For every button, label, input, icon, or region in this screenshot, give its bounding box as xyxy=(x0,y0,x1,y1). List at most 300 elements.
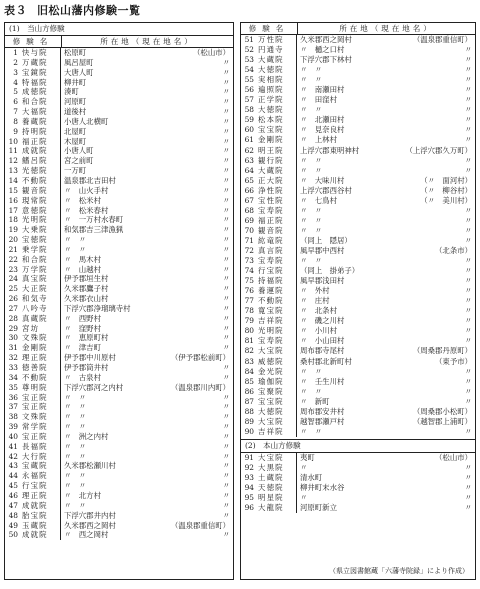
row-number: 80 xyxy=(244,326,254,336)
current-location: 〃 xyxy=(222,530,230,540)
current-location: 〃 xyxy=(222,431,230,441)
table-row xyxy=(241,336,475,346)
location xyxy=(61,314,233,324)
table-row xyxy=(5,343,233,353)
current-location: 〃 xyxy=(222,264,230,274)
row-number: 31 xyxy=(8,343,18,353)
row-number: 57 xyxy=(244,95,254,105)
row-number: 91 xyxy=(244,452,254,462)
current-location: 〃 xyxy=(222,481,230,491)
current-location: 〃 xyxy=(464,95,472,105)
table-row xyxy=(241,45,475,55)
table-row xyxy=(5,225,233,235)
row-number: 48 xyxy=(8,510,18,520)
row-number: 18 xyxy=(8,215,18,225)
table-row xyxy=(241,286,475,296)
location-text: 〃 津吉町 xyxy=(64,343,101,353)
shugen-name: 和気寺 xyxy=(20,294,61,304)
location-text: 〃 〃 xyxy=(300,205,323,215)
table-row xyxy=(241,493,475,503)
location-text: 〃 〃 xyxy=(64,244,87,254)
location-text: 〃 〃 xyxy=(300,256,323,266)
shugen-name: 現常院 xyxy=(20,196,61,206)
shugen-name: 鰭呂院 xyxy=(20,156,61,166)
shugen-name: 意徳院 xyxy=(20,206,61,216)
location-text: 〃 庄村 xyxy=(300,296,330,306)
shugen-name: 実相院 xyxy=(256,75,297,85)
table-row xyxy=(5,481,233,491)
shugen-name: 宝徳院 xyxy=(20,235,61,245)
location-text: 小唐人北横町 xyxy=(64,116,109,126)
current-location: 〃 xyxy=(222,116,230,126)
shugen-name: 観音院 xyxy=(256,226,297,236)
row-number: 82 xyxy=(244,346,254,356)
row-number: 6 xyxy=(13,97,18,107)
table-number: 表３ xyxy=(4,4,27,17)
shugen-name: 大蔵院 xyxy=(256,166,297,176)
section-title-2: (2) 本山方修験 xyxy=(241,440,475,453)
location-text: 久米郡鷹子村 xyxy=(64,284,109,294)
location xyxy=(61,294,233,304)
location xyxy=(61,383,233,393)
row-number: 68 xyxy=(244,205,254,215)
row-number: 79 xyxy=(244,316,254,326)
table-row xyxy=(241,65,475,75)
current-location: 〃 xyxy=(464,65,472,75)
location-text: 〃 〃 xyxy=(64,441,87,451)
current-location: 〃 xyxy=(222,225,230,235)
location xyxy=(297,216,475,226)
table-row xyxy=(5,324,233,334)
location-text: 〃 磯之川村 xyxy=(300,316,345,326)
location-text: 〃 〃 xyxy=(300,75,323,85)
shugen-name: 不動院 xyxy=(20,373,61,383)
table-row xyxy=(241,306,475,316)
shugen-name: 成徳院 xyxy=(20,87,61,97)
current-location: 〃 xyxy=(222,313,230,323)
row-number: 64 xyxy=(244,165,254,175)
shugen-name: 瑜伽院 xyxy=(256,377,297,387)
location-text: 〃 一万村水春町 xyxy=(64,215,124,225)
current-location: 〃 xyxy=(464,336,472,346)
location-text: 〃 〃 xyxy=(64,235,87,245)
location-text: 一万町 xyxy=(64,166,87,176)
location-text: 木屋町 xyxy=(64,136,87,146)
current-location: 〃 xyxy=(222,146,230,156)
table-row xyxy=(5,314,233,324)
shugen-name: 永福院 xyxy=(20,471,61,481)
current-location: 〃 xyxy=(222,500,230,510)
current-location: （〃 美川村） xyxy=(420,195,472,205)
row-number: 42 xyxy=(8,451,18,461)
shugen-name: 宝聚院 xyxy=(256,387,297,397)
current-location: 〃 xyxy=(464,125,472,135)
current-location: 〃 xyxy=(222,244,230,254)
location xyxy=(61,373,233,383)
row-number: 87 xyxy=(244,396,254,406)
row-number: 45 xyxy=(8,481,18,491)
row-number: 73 xyxy=(244,256,254,266)
location xyxy=(297,336,475,346)
location-text: 〃 小山田村 xyxy=(300,336,345,346)
location-text: 松原町 xyxy=(64,48,87,57)
shugen-name: 文殊院 xyxy=(20,333,61,343)
location-text: 〃 樋之口村 xyxy=(300,45,345,55)
current-location: 〃 xyxy=(464,85,472,95)
current-location: 〃 xyxy=(464,235,472,245)
location-text: 下浮穴郡井内村 xyxy=(64,510,116,520)
shugen-name: 大行院 xyxy=(20,452,61,462)
table-row xyxy=(5,68,233,78)
table-row xyxy=(241,166,475,176)
location xyxy=(61,393,233,403)
row-number: 51 xyxy=(244,35,254,44)
location xyxy=(297,35,475,45)
location xyxy=(61,78,233,88)
location xyxy=(297,326,475,336)
current-location: 〃 xyxy=(464,386,472,396)
location xyxy=(61,48,233,58)
row-number: 52 xyxy=(244,45,254,55)
location xyxy=(61,324,233,334)
current-location: 〃 xyxy=(464,75,472,85)
row-number: 14 xyxy=(8,175,18,185)
current-location: 〃 xyxy=(222,156,230,166)
table-row xyxy=(241,377,475,387)
right-rows-section2 xyxy=(241,453,475,513)
location-text: 〃 七鳥村 xyxy=(300,195,337,205)
location-text: 和気郡吉三津漁猟 xyxy=(64,225,124,235)
current-location: 〃 xyxy=(464,205,472,215)
location xyxy=(297,135,475,145)
shugen-name: 大乗院 xyxy=(20,225,61,235)
row-number: 38 xyxy=(8,412,18,422)
location xyxy=(297,417,475,427)
location xyxy=(61,196,233,206)
current-location: 〃 xyxy=(464,45,472,55)
table-row xyxy=(241,226,475,236)
current-location: 〃 xyxy=(222,392,230,402)
section-title-1: (1) 当山方修験 xyxy=(5,23,233,36)
row-number: 20 xyxy=(8,235,18,245)
row-number: 88 xyxy=(244,406,254,416)
location xyxy=(61,255,233,265)
location-text: 清水町 xyxy=(300,472,323,482)
location xyxy=(61,166,233,176)
table-row xyxy=(5,107,233,117)
location-text: 〃 南瀬田村 xyxy=(300,85,345,95)
current-location: 〃 xyxy=(464,286,472,296)
table-row xyxy=(241,236,475,246)
location-text: 〃 〃 xyxy=(300,225,323,235)
location xyxy=(297,85,475,95)
shugen-name: 金剛院 xyxy=(256,135,297,145)
table-row xyxy=(5,383,233,393)
location xyxy=(61,235,233,245)
location xyxy=(61,353,233,363)
location xyxy=(61,245,233,255)
table-row xyxy=(241,397,475,407)
table-row xyxy=(5,501,233,511)
row-number: 58 xyxy=(244,105,254,115)
row-number: 94 xyxy=(244,483,254,493)
location-text: 〃 〃 xyxy=(300,366,323,376)
shugen-name: 不動院 xyxy=(20,176,61,186)
current-location: （周桑郡丹原町） xyxy=(412,346,472,356)
table-row xyxy=(5,491,233,501)
row-number: 15 xyxy=(8,185,18,195)
table-row xyxy=(5,196,233,206)
table-row xyxy=(241,125,475,135)
current-location: 〃 xyxy=(222,77,230,87)
location xyxy=(297,115,475,125)
current-location: 〃 xyxy=(222,195,230,205)
current-location: 〃 xyxy=(464,225,472,235)
current-location: 〃 xyxy=(464,426,472,436)
table-row xyxy=(241,156,475,166)
row-number: 3 xyxy=(13,67,18,77)
location-text: 伊予郡垣生村 xyxy=(64,274,109,284)
current-location: 〃 xyxy=(222,254,230,264)
location xyxy=(297,367,475,377)
table-row xyxy=(5,176,233,186)
shugen-name: 大宝院 xyxy=(256,346,297,356)
shugen-name: 遍照院 xyxy=(256,85,297,95)
table-row xyxy=(241,146,475,156)
table-row xyxy=(241,276,475,286)
header-name: 修験名 xyxy=(241,23,298,34)
location-text: 〃 小川村 xyxy=(300,326,337,336)
location-text: 伊予郡中川原村 xyxy=(64,353,116,363)
table-row xyxy=(241,427,475,437)
location-text: 久米郡西之岡村 xyxy=(300,35,352,44)
shugen-name: 理正院 xyxy=(20,353,61,363)
row-number: 37 xyxy=(8,402,18,412)
table-row xyxy=(241,473,475,483)
location-text: 〃 〃 xyxy=(64,471,87,481)
location-text: 〃 古泉村 xyxy=(64,372,101,382)
current-location: 〃 xyxy=(464,366,472,376)
location-text: 湊町 xyxy=(64,87,79,97)
location-text: （同上 掛弟子） xyxy=(300,266,360,276)
location-text: 風早郡中西村 xyxy=(300,245,345,255)
table-row xyxy=(5,265,233,275)
location-text: 〃 西之岡村 xyxy=(64,530,109,540)
table-row xyxy=(5,471,233,481)
current-location: 〃 xyxy=(222,372,230,382)
location xyxy=(61,186,233,196)
table-row xyxy=(5,58,233,68)
shugen-name: 和合院 xyxy=(20,255,61,265)
row-number: 54 xyxy=(244,65,254,75)
table-row xyxy=(5,97,233,107)
location xyxy=(297,286,475,296)
location-text: 久米郡衣山村 xyxy=(64,294,109,304)
current-location: 〃 xyxy=(222,303,230,313)
location xyxy=(297,236,475,246)
location xyxy=(61,127,233,137)
location-text: 〃 上林村 xyxy=(300,135,337,145)
location-text: 〃 〃 xyxy=(300,155,323,165)
source-note: （県立図書館蔵「六藩寺院録」により作成） xyxy=(329,567,469,575)
row-number: 43 xyxy=(8,461,18,471)
shugen-name: 万性院 xyxy=(256,35,297,45)
shugen-name: 大宝院 xyxy=(256,453,297,463)
row-number: 40 xyxy=(8,431,18,441)
row-number: 32 xyxy=(8,353,18,363)
table-row xyxy=(241,453,475,463)
location-text: 〃 田窪村 xyxy=(300,95,337,105)
location xyxy=(61,461,233,471)
table-row xyxy=(241,196,475,206)
shugen-name: 大徳院 xyxy=(256,105,297,115)
table-header xyxy=(5,36,233,48)
table-row xyxy=(241,85,475,95)
location-text: 〃 xyxy=(300,462,308,472)
row-number: 47 xyxy=(8,500,18,510)
table-row xyxy=(5,402,233,412)
current-location: 〃 xyxy=(222,363,230,372)
shugen-name: 正大院 xyxy=(256,176,297,186)
row-number: 85 xyxy=(244,376,254,386)
shugen-name: 成就院 xyxy=(20,146,61,156)
shugen-name: 宝蔵院 xyxy=(20,461,61,471)
location xyxy=(61,452,233,462)
location xyxy=(297,75,475,85)
table-row xyxy=(241,186,475,196)
location-text: 〃 〃 xyxy=(300,426,323,436)
current-location: 〃 xyxy=(464,215,472,225)
location-text: （同上 隠居） xyxy=(300,235,352,245)
location xyxy=(297,453,475,463)
table-row xyxy=(5,393,233,403)
location-text: 久米郡松瀬川村 xyxy=(64,461,116,471)
location xyxy=(61,363,233,373)
location-text: 〃 外村 xyxy=(300,286,330,296)
row-number: 10 xyxy=(8,136,18,146)
shugen-name: 天徳院 xyxy=(256,483,297,493)
table-row xyxy=(241,105,475,115)
left-table-panel xyxy=(4,22,234,580)
location-text: 柳井町末水谷 xyxy=(300,483,345,493)
row-number: 34 xyxy=(8,372,18,382)
location xyxy=(297,346,475,356)
shugen-name: 常学院 xyxy=(20,422,61,432)
table-row xyxy=(241,95,475,105)
shugen-name: 正学院 xyxy=(256,95,297,105)
table-row xyxy=(241,483,475,493)
location xyxy=(61,68,233,78)
table-row xyxy=(5,166,233,176)
location-text: 上浮穴郡西谷村 xyxy=(300,185,352,195)
location xyxy=(61,284,233,294)
current-location: 〃 xyxy=(222,97,230,107)
row-number: 74 xyxy=(244,266,254,276)
current-location: 〃 xyxy=(222,126,230,136)
row-number: 81 xyxy=(244,336,254,346)
location xyxy=(297,125,475,135)
current-location: 〃 xyxy=(222,412,230,422)
location-text: 小唐人町 xyxy=(64,146,94,156)
shugen-name: 不動院 xyxy=(256,296,297,306)
location-text: 〃 山越村 xyxy=(64,264,101,274)
location xyxy=(297,427,475,437)
shugen-name: 光明院 xyxy=(20,215,61,225)
shugen-name: 快与院 xyxy=(20,48,61,58)
table-row xyxy=(5,146,233,156)
row-number: 39 xyxy=(8,422,18,432)
shugen-name: 玉蔵院 xyxy=(20,521,61,531)
location-text: 〃 西野村 xyxy=(64,313,101,323)
location xyxy=(61,521,233,531)
current-location: 〃 xyxy=(464,155,472,165)
location-text: 北屋町 xyxy=(64,126,87,136)
location-text: 風呂屋町 xyxy=(64,57,94,67)
row-number: 66 xyxy=(244,185,254,195)
table-row xyxy=(5,206,233,216)
header-name: 修験名 xyxy=(5,36,62,47)
current-location: 〃 xyxy=(464,266,472,276)
location xyxy=(297,387,475,397)
row-number: 49 xyxy=(8,520,18,530)
current-location: 〃 xyxy=(464,472,472,482)
row-number: 71 xyxy=(244,235,254,245)
current-location: （松山市） xyxy=(435,452,472,462)
shugen-name: 行宝院 xyxy=(256,266,297,276)
current-location: 〃 xyxy=(222,215,230,225)
row-number: 83 xyxy=(244,356,254,366)
shugen-name: 徳善院 xyxy=(20,363,61,373)
location-text: 夷町 xyxy=(300,452,315,462)
location xyxy=(61,471,233,481)
location-text: 道後村 xyxy=(64,107,87,117)
current-location: （温泉郡重信町） xyxy=(170,520,230,530)
location-text: 〃 〃 xyxy=(64,402,87,412)
row-number: 72 xyxy=(244,245,254,255)
current-location: 〃 xyxy=(464,165,472,175)
current-location: 〃 xyxy=(222,471,230,481)
shugen-name: 理正院 xyxy=(20,491,61,501)
location-text: 河原町 xyxy=(64,97,87,107)
shugen-name: 大龍院 xyxy=(256,503,297,513)
row-number: 55 xyxy=(244,75,254,85)
location xyxy=(297,306,475,316)
shugen-name: 真宝院 xyxy=(20,274,61,284)
location xyxy=(61,137,233,147)
row-number: 76 xyxy=(244,286,254,296)
shugen-name: 真言院 xyxy=(256,246,297,256)
location-text: 〃 xyxy=(300,493,308,503)
location xyxy=(61,304,233,314)
table-row xyxy=(5,373,233,383)
shugen-name: 万学院 xyxy=(20,265,61,275)
location xyxy=(61,442,233,452)
shugen-name: 宝寿院 xyxy=(256,206,297,216)
location xyxy=(297,55,475,65)
table-row xyxy=(5,333,233,343)
current-location: （松山市） xyxy=(193,48,230,57)
location xyxy=(297,226,475,236)
location-text: 〃 〃 xyxy=(300,165,323,175)
current-location: 〃 xyxy=(222,422,230,432)
table-row xyxy=(241,296,475,306)
row-number: 67 xyxy=(244,195,254,205)
row-number: 9 xyxy=(13,126,18,136)
shugen-name: 行宝院 xyxy=(20,481,61,491)
location xyxy=(297,146,475,156)
row-number: 75 xyxy=(244,276,254,286)
shugen-name: 長福院 xyxy=(20,442,61,452)
